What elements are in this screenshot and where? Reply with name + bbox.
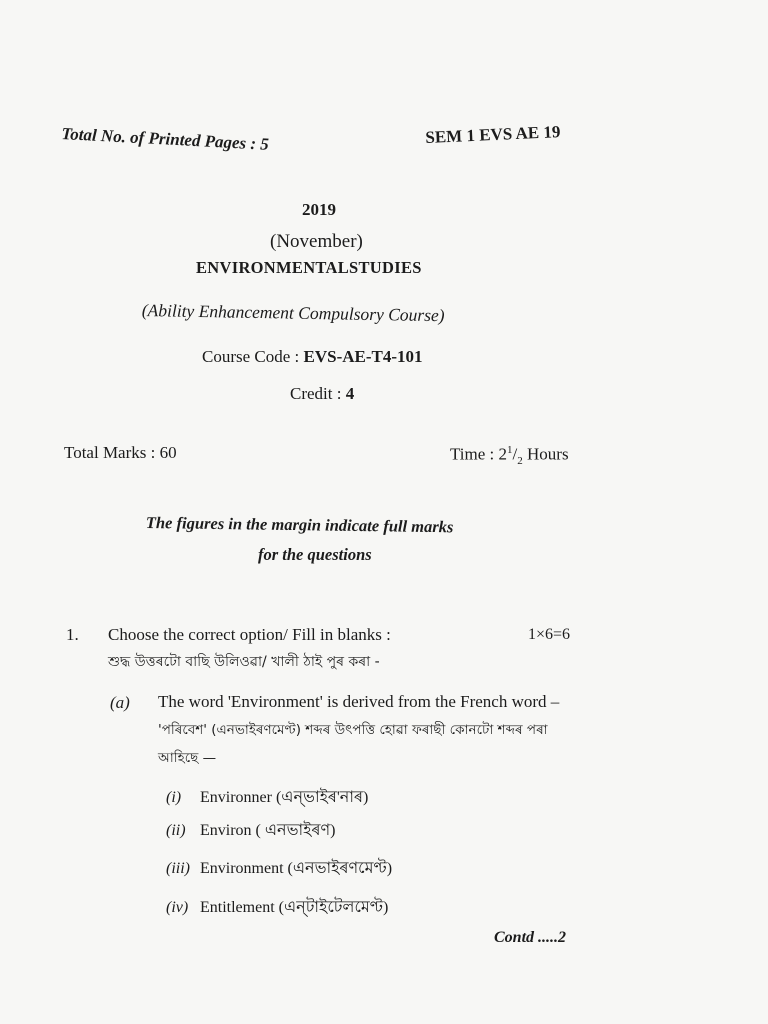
option-ii bbox=[166, 817, 336, 844]
total-marks: Total Marks : 60 bbox=[64, 443, 177, 462]
instruction-line-2: for the questions bbox=[258, 545, 372, 564]
course-code: EVS-AE-T4-101 bbox=[303, 347, 423, 366]
part-a-text: The word 'Environment' is derived from the French word – bbox=[158, 692, 560, 711]
part-a-label: (a) bbox=[110, 693, 130, 712]
instruction-line-1: The figures in the margin indicate full marks bbox=[145, 513, 454, 537]
exam-month: (November) bbox=[270, 231, 363, 252]
option-number: (iv) bbox=[166, 899, 189, 916]
option-i bbox=[166, 784, 368, 811]
option-text: Entitlement (এন্‌টাইটেলমেণ্ট) bbox=[200, 899, 389, 916]
option-number: (iii) bbox=[166, 860, 190, 877]
credit-value: 4 bbox=[345, 384, 355, 403]
course-code-label: Course Code : bbox=[202, 347, 304, 366]
time-label: Time : 2 bbox=[450, 444, 508, 464]
option-iii bbox=[166, 855, 392, 882]
credit-label: Credit : bbox=[290, 384, 346, 403]
time-numerator: 1 bbox=[507, 444, 513, 456]
question-assamese: শুদ্ধ উত্তৰটো বাছি উলিওৱা/ খালী ঠাই পুৰ কৰা - bbox=[108, 654, 380, 670]
question-text: Choose the correct option/ Fill in blanks : bbox=[108, 625, 391, 644]
course-code-line bbox=[202, 347, 423, 367]
option-text: Environner (এন্‌ভাইৰ'নাৰ) bbox=[200, 789, 369, 806]
time-denominator: 2 bbox=[517, 455, 523, 468]
option-text: Environment (এনভাইৰণমেণ্ট) bbox=[200, 860, 393, 877]
exam-year: 2019 bbox=[302, 200, 336, 219]
printed-pages-label: Total No. of Printed Pages : 5 bbox=[61, 124, 270, 154]
option-number: (ii) bbox=[166, 822, 186, 839]
time-allowed bbox=[450, 444, 569, 467]
part-a-assamese-2: আহিছে — bbox=[158, 750, 217, 766]
question-number: 1. bbox=[66, 625, 79, 644]
subject-title: ENVIRONMENTALSTUDIES bbox=[196, 258, 422, 277]
time-unit: Hours bbox=[522, 444, 569, 464]
option-text: Environ ( এনভাইৰণ) bbox=[200, 822, 336, 839]
option-iv bbox=[166, 894, 388, 921]
paper-code: SEM 1 EVS AE 19 bbox=[425, 122, 561, 147]
part-a-assamese-1: 'পৰিবেশ' (এনভাইৰণমেণ্ট) শব্দৰ উৎপত্তি হোৱা ফৰাছী কোনটো শব্দৰ পৰা bbox=[158, 722, 548, 738]
question-marks: 1×6=6 bbox=[528, 626, 571, 643]
continued-label: Contd .....2 bbox=[494, 929, 567, 946]
option-number: (i) bbox=[166, 789, 182, 806]
course-type: (Ability Enhancement Compulsory Course) bbox=[141, 300, 445, 326]
time-slash: / bbox=[512, 444, 518, 464]
credit-line bbox=[290, 384, 354, 404]
